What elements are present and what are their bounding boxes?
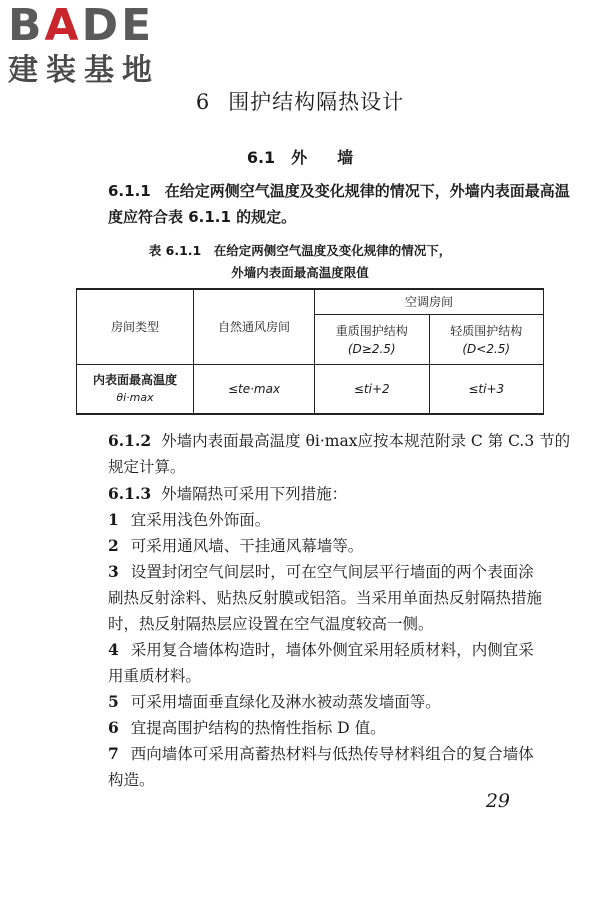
temperature-limit-table [76,288,544,415]
value-light: ≤ti+3 [429,365,544,415]
value-natural: ≤te·max [194,365,315,415]
section-title: 6.1 外 墙 [246,148,354,167]
clause-6-1-2 [78,428,578,480]
table-header-row [77,289,544,315]
value-heavy: ≤ti+2 [315,365,430,415]
table-caption: 表 6.1.1 在给定两侧空气温度及变化规律的情况下， 外墙内表面最高温度限值 [148,243,452,280]
list-item: 5 可采用墙面垂直绿化及淋水被动蒸发墙面等。 [108,692,441,711]
list-item: 4 采用复合墙体构造时，墙体外侧宜采用轻质材料，内侧宜采用重质材料。 [108,640,534,685]
clause-number: 6.1.3 [108,484,152,503]
clause-text: 外墙隔热可采用下列措施： [161,485,348,503]
header-room-type: 房间类型 [77,289,194,365]
clause-6-1-3 [78,481,548,793]
clause-number: 6.1.2 [108,431,152,450]
header-light: 轻质围护结构 (D<2.5) [429,315,544,365]
list-item: 2 可采用通风墙、干挂通风幕墙等。 [108,536,364,555]
clause-text: 在给定两侧空气温度及变化规律的情况下，外墙内表面最高温度应符合表 6.1.1 的规定。 [108,182,570,226]
header-natural: 自然通风房间 [194,289,315,365]
logo-chinese: 建装基地 [8,53,160,88]
header-ac: 空调房间 [315,289,544,315]
list-item: 1 宜采用浅色外饰面。 [108,510,271,529]
logo [8,0,160,88]
clause-number: 6.1.1 [108,182,151,200]
clause-text: 外墙内表面最高温度 θi·max应按本规范附录 C 第 C.3 节的规定计算。 [108,432,571,476]
page-number: 29 [485,790,510,812]
list-item: 6 宜提高围护结构的热惰性指标 D 值。 [108,718,386,737]
logo-wordmark: BADE [8,0,155,51]
row-label: 内表面最高温度 θi·max [77,365,194,415]
list-item: 3 设置封闭空气间层时，可在空气间层平行墙面的两个表面涂刷热反射涂料、贴热反射膜或铝箔。当采用单面热反射隔热措施时，热反射隔热层应设置在空气温度较高一侧。 [108,562,543,633]
list-item: 7 西向墙体可采用高蓄热材料与低热传导材料组合的复合墙体构造。 [108,744,534,789]
chapter-title: 6 围护结构隔热设计 [195,90,405,114]
clause-6-1-1 [78,178,578,230]
header-heavy: 重质围护结构 (D≥2.5) [315,315,430,365]
table-row [77,365,544,415]
